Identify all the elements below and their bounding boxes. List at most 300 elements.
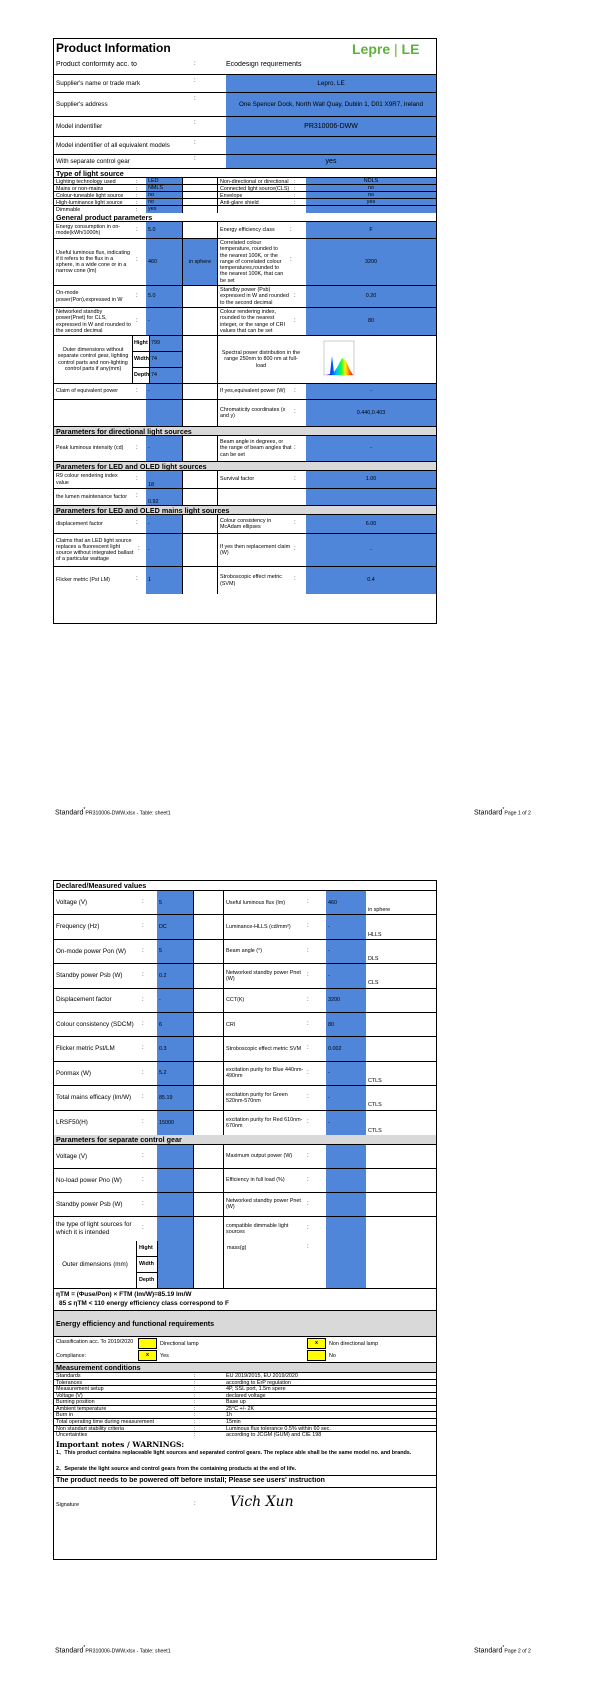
disp-label: displacement factor bbox=[56, 520, 103, 527]
claims-label: Claims that an LED light source replaces a fluorescent light source without integrated ballast of a particular wattage bbox=[56, 537, 134, 563]
ls-spacer bbox=[182, 206, 218, 213]
declared-value: 0.3 bbox=[157, 1037, 193, 1060]
declared-label: On-mode power Pon (W) bbox=[56, 947, 126, 955]
peak-label: Peak luminous intensity (cd) bbox=[56, 445, 124, 452]
ls-left-label: Lighting technology used bbox=[56, 178, 116, 184]
cg-colon: : bbox=[307, 1152, 309, 1159]
ls-spacer bbox=[182, 192, 218, 198]
cg-depth-label: Depth bbox=[139, 1276, 155, 1283]
declared-row bbox=[54, 1037, 436, 1061]
declared-right-value: - bbox=[326, 940, 366, 963]
cg-colon: : bbox=[307, 1224, 309, 1231]
lumen-row: the lumen maintenance factor : 0.92 bbox=[54, 489, 436, 506]
cg-colon: : bbox=[307, 1200, 309, 1207]
declared-label: Ponmax (W) bbox=[56, 1069, 91, 1077]
meas-colon: : bbox=[194, 1379, 196, 1386]
cg-colon: : bbox=[307, 1176, 309, 1183]
cri-label: Colour rendering index, rounded to the nearest integer, or the range of CRI values that can be set bbox=[220, 309, 286, 334]
meas-colon: : bbox=[194, 1412, 196, 1419]
declared-colon: : bbox=[307, 996, 309, 1003]
meas-colon: : bbox=[194, 1432, 196, 1439]
flicker-label: Flicker metric (Pst LM) bbox=[56, 577, 110, 584]
declared-colon: : bbox=[142, 923, 144, 930]
ls-right-label: Connected light source(CLS) bbox=[220, 185, 290, 191]
classification-row bbox=[54, 1337, 436, 1363]
networked-row: Networked standby power(Pnet) for CLS, expressed in W and rounded to the second decimal : - Colour rendering index, rounded to the nearest integer, or the range of CRI values that can be set : 80 bbox=[54, 308, 436, 336]
measurement-row bbox=[54, 1406, 436, 1413]
claim-row: Claim of equivalent power : - If yes,equivalent power (W) : - bbox=[54, 384, 436, 400]
declared-label: Standby power Psb (W) bbox=[56, 972, 123, 980]
declared-colon: : bbox=[307, 947, 309, 954]
ls-colon: : bbox=[294, 199, 296, 205]
cg-value bbox=[157, 1145, 193, 1168]
conformity-value: Ecodesign requirements bbox=[226, 61, 302, 68]
declared-right-label: Stroboscopic effect metric SVM bbox=[226, 1045, 302, 1052]
declared-value: 5 bbox=[157, 891, 193, 914]
measurement-row bbox=[54, 1393, 436, 1400]
declared-right-value: 80 bbox=[326, 1013, 366, 1036]
declared-spacer bbox=[193, 891, 224, 914]
declared-colon: : bbox=[142, 1020, 144, 1027]
declared-colon: : bbox=[307, 1094, 309, 1101]
declared-unit: CTLS bbox=[368, 1077, 382, 1084]
hight-label: Hight bbox=[134, 340, 148, 346]
cg-right-value bbox=[326, 1193, 366, 1216]
cct-value: 3200 bbox=[306, 239, 436, 285]
dims-label: Outer dimensions without separate control gear, lighting control parts and non-lighting control parts if any(mm) bbox=[57, 347, 129, 372]
net-value: - bbox=[146, 308, 182, 335]
ls-colon: : bbox=[294, 185, 296, 191]
cct-label: Correlated colour temperature, rounded to the nearest 100K, or the range of correlated colour temperatures,rounded to the nearest 100K, that can be set bbox=[220, 240, 284, 284]
ls-spacer bbox=[182, 199, 218, 205]
declared-spacer bbox=[193, 1013, 224, 1036]
claims-value: - bbox=[146, 534, 182, 566]
cg-label: No-load power Pno (W) bbox=[56, 1176, 122, 1184]
claims-row: Claims that an LED light source replaces a fluorescent light source without integrated ballast of a particular wattage : - If yes then replacement claim (W) : - bbox=[54, 534, 436, 567]
consistency-label: Colour consistency in McAdam ellipses bbox=[220, 517, 272, 530]
r9-label: R9 colour rendering index value bbox=[56, 473, 118, 486]
ls-left-value: no bbox=[146, 192, 182, 198]
consistency-value: 6.00 bbox=[306, 515, 436, 533]
cg-value bbox=[157, 1169, 193, 1192]
r9-value: 18 bbox=[146, 471, 182, 488]
meas-value: Base up bbox=[226, 1399, 246, 1405]
light-source-row bbox=[54, 178, 436, 185]
efreq-title: Energy efficiency and functional requirements bbox=[56, 1318, 215, 1328]
declared-label: LRSF50(H) bbox=[56, 1118, 88, 1126]
conformity-label: Product conformity acc. to bbox=[56, 61, 137, 68]
claim-label: Claim of equivalent power bbox=[56, 388, 119, 395]
depth-label: Depth bbox=[134, 372, 150, 378]
signature-label: Signature bbox=[56, 1501, 80, 1508]
general-title: General product parameters bbox=[56, 212, 153, 222]
ls-left-label: High-luminance light source bbox=[56, 199, 123, 205]
ls-left-label: Mains or non-mains bbox=[56, 185, 104, 191]
meas-value: according to JCGM (GUM) and CIE 198 bbox=[226, 1432, 322, 1439]
title-row: Product Information Product conformity acc. to : Ecodesign requirements Lepre | LE bbox=[54, 39, 436, 75]
measurement-row bbox=[54, 1399, 436, 1406]
page-2 bbox=[0, 840, 595, 1682]
beam-value: - bbox=[306, 436, 436, 461]
declared-colon: : bbox=[307, 1069, 309, 1076]
ls-colon: : bbox=[294, 192, 296, 198]
measurement-row bbox=[54, 1373, 436, 1380]
survival-label: Survival factor bbox=[220, 476, 255, 483]
cg-right-value bbox=[326, 1217, 366, 1241]
declared-spacer bbox=[193, 915, 224, 938]
meas-label: Ambient temperature bbox=[56, 1405, 107, 1412]
measurement-row bbox=[54, 1426, 436, 1433]
survival-value: 1.00 bbox=[306, 471, 436, 488]
declared-row bbox=[54, 1086, 436, 1110]
measurement-title: Measurement conditions bbox=[56, 1362, 141, 1372]
flux-unit: in sphere bbox=[182, 239, 218, 285]
standby-value: 0.20 bbox=[306, 286, 436, 307]
measurement-row bbox=[54, 1380, 436, 1387]
cg-spacer bbox=[193, 1145, 224, 1168]
ls-left-label: Colour-tuneable light source bbox=[56, 192, 124, 198]
declared-row bbox=[54, 1013, 436, 1037]
meas-value: according to ErP regulation bbox=[226, 1379, 291, 1386]
declared-right-label: excitation purity for Green 520nm-570nm bbox=[226, 1091, 288, 1104]
no-checkbox[interactable] bbox=[307, 1350, 326, 1361]
replace-label: If yes then replacement claim (W) bbox=[220, 543, 291, 556]
ls-colon: : bbox=[136, 199, 138, 205]
ls-right-value bbox=[306, 206, 436, 213]
declared-right-value: 460 bbox=[326, 891, 366, 914]
flicker-row: Flicker metric (Pst LM) : 1 Stroboscopic effect metric (SVM) : 0.4 bbox=[54, 567, 436, 594]
ls-right-label: Anti-glare shield bbox=[220, 199, 259, 205]
declared-colon: : bbox=[142, 1094, 144, 1101]
meas-value: 4P, SSL port, 1.5m spere bbox=[226, 1386, 286, 1392]
ls-spacer bbox=[182, 178, 218, 184]
control-gear-row bbox=[54, 1169, 436, 1193]
class-value: F bbox=[306, 222, 436, 238]
cg-width-label: Width bbox=[137, 1257, 186, 1273]
dims-row bbox=[54, 336, 436, 384]
note-2: 2、Seperate the light source and control gears from the containing products at the end of life. bbox=[56, 1465, 297, 1472]
supplier-value: Lepro, LE bbox=[226, 75, 436, 92]
cg-colon: : bbox=[142, 1152, 144, 1159]
ls-left-value: no bbox=[146, 199, 182, 205]
hight-value: 799 bbox=[149, 336, 182, 351]
ls-right-value: NDLS bbox=[306, 178, 436, 184]
spd-chart bbox=[306, 336, 436, 383]
classification-label: Classification acc. To 2019/2020 bbox=[56, 1338, 134, 1345]
light-source-row bbox=[54, 199, 436, 206]
notes-title: Important notes / WARNINGS: bbox=[56, 1439, 185, 1449]
declared-row bbox=[54, 940, 436, 964]
declared-row bbox=[54, 1062, 436, 1086]
model-row: Model indentifier : PR310006-DWW bbox=[54, 117, 436, 137]
claim-value: - bbox=[146, 384, 182, 399]
declared-value: 5.2 bbox=[157, 1062, 193, 1085]
ls-right-value: no bbox=[306, 185, 436, 191]
energy-label: Energy consumption in on-mode(kWh/1000h) bbox=[56, 223, 121, 236]
meas-value: declared voltage bbox=[226, 1392, 266, 1399]
declared-colon: : bbox=[142, 947, 144, 954]
no-label: No bbox=[329, 1352, 336, 1359]
onmode-label: On-mode power(Pon),expressed in W bbox=[56, 290, 123, 303]
width-label: Width bbox=[134, 356, 149, 362]
standby-label: Standby power (Psb) expressed in W and rounded to the second decimal bbox=[220, 287, 289, 306]
declared-colon: : bbox=[142, 1118, 144, 1125]
declared-colon: : bbox=[142, 899, 144, 905]
declared-label: Frequency (Hz) bbox=[56, 923, 100, 931]
directional-title: Parameters for directional light sources bbox=[56, 426, 192, 436]
cg-spacer bbox=[193, 1193, 224, 1216]
cg-value bbox=[157, 1217, 193, 1241]
meas-colon: : bbox=[194, 1425, 196, 1432]
declared-unit: CTLS bbox=[368, 1102, 382, 1109]
footer-left-2: Standard*PR310006-DWW.xlsx - Table: sheet1 bbox=[55, 1645, 171, 1655]
meas-value: EU 2019/2015, EU 2019/2020 bbox=[226, 1372, 298, 1379]
meas-colon: : bbox=[194, 1405, 196, 1412]
declared-value: 5 bbox=[157, 940, 193, 963]
model-label: Model indentifier bbox=[56, 122, 103, 130]
declared-row bbox=[54, 1111, 436, 1135]
yes-checkbox[interactable]: x bbox=[138, 1350, 157, 1361]
declared-title: Declared/Measured values bbox=[56, 881, 147, 890]
cg-colon: : bbox=[142, 1176, 144, 1183]
declared-right-value: - bbox=[326, 1086, 366, 1109]
supplier-row: Supplier's name or trade mark : Lepro, LE bbox=[54, 75, 436, 93]
cg-right-label: Networked standby power Pnet (W) bbox=[226, 1198, 301, 1211]
ls-colon: : bbox=[136, 178, 138, 184]
nondirectional-checkbox[interactable]: x bbox=[307, 1338, 326, 1349]
declared-right-value: - bbox=[326, 915, 366, 938]
ls-colon: : bbox=[136, 206, 138, 213]
signature-row: Signature : Vich Xun bbox=[54, 1488, 436, 1521]
cg-right-label: compatible dimmable light sources bbox=[226, 1222, 289, 1235]
declared-right-label: Luminance-HLLS (cd/mm²) bbox=[226, 923, 291, 930]
equivpower-label: If yes,equivalent power (W) bbox=[220, 388, 286, 395]
cg-value bbox=[157, 1193, 193, 1216]
model-value: PR310006-DWW bbox=[226, 117, 436, 136]
formula-line1: ηTM = (Φuse/Pon) × FTM (lm/W)=85.19 lm/W bbox=[56, 1290, 192, 1298]
cg-spacer bbox=[193, 1169, 224, 1192]
cg-colon: : bbox=[142, 1224, 144, 1231]
measurement-row bbox=[54, 1386, 436, 1393]
declared-colon: : bbox=[142, 1045, 144, 1052]
r9-row: R9 colour rendering index value : 18 Survival factor : 1.00 bbox=[54, 471, 436, 489]
gear-label: With separate control gear bbox=[56, 157, 130, 165]
equivalent-value bbox=[226, 137, 436, 154]
declared-unit: CTLS bbox=[368, 1127, 382, 1134]
declared-colon: : bbox=[307, 1118, 309, 1125]
lumen-value: 0.92 bbox=[146, 489, 182, 505]
light-source-title: Type of light source bbox=[56, 168, 124, 178]
address-label: Supplier's address bbox=[56, 100, 108, 108]
meas-value: 25°C +/- 2K bbox=[226, 1405, 255, 1412]
light-source-row bbox=[54, 192, 436, 199]
declared-unit: CLS bbox=[368, 980, 379, 987]
control-gear-row bbox=[54, 1217, 436, 1241]
control-gear-row bbox=[54, 1193, 436, 1217]
footer-left-1: Standard*PR310006-DWW.xlsx - Table: sheet1 bbox=[55, 807, 171, 817]
meas-value: 1h bbox=[226, 1412, 232, 1419]
cg-label: Voltage (V) bbox=[56, 1152, 88, 1160]
declared-colon: : bbox=[142, 996, 144, 1003]
declared-spacer bbox=[193, 1062, 224, 1085]
flux-label: Useful luminous flux, indicating if it refers to the flux in a sphere, in a wide cone or in a narrow cone (lm) bbox=[56, 249, 131, 275]
meas-label: Burning position bbox=[56, 1399, 95, 1405]
energy-value: 5.0 bbox=[146, 222, 182, 238]
cg-right-label: Maximum output power (W) bbox=[226, 1153, 293, 1160]
spectrum-image bbox=[306, 336, 436, 382]
displacement-row: displacement factor : - Colour consistency in McAdam ellipses : 6.00 bbox=[54, 515, 436, 534]
disp-value: - bbox=[146, 515, 182, 533]
ls-spacer bbox=[182, 185, 218, 191]
cg-label: Standby power Psb (W) bbox=[56, 1200, 123, 1208]
declared-row bbox=[54, 891, 436, 915]
cg-mass-label: mass(g) bbox=[227, 1244, 247, 1251]
declared-spacer bbox=[193, 1037, 224, 1060]
declared-right-value: - bbox=[326, 1062, 366, 1085]
declared-row bbox=[54, 989, 436, 1013]
declared-right-label: excitation purity for Red 610nm-670nm bbox=[226, 1116, 303, 1129]
address-row: Supplier's address : One Spencer Dock, North Wall Quay, Dublin 1, D01 X9R7, Ireland bbox=[54, 93, 436, 117]
cg-dims-row: Outer dimensions (mm) Hight Width Depth mass(g) : bbox=[54, 1241, 436, 1289]
declared-spacer bbox=[193, 1111, 224, 1135]
notes-block bbox=[54, 1439, 436, 1476]
formula-row bbox=[54, 1289, 436, 1311]
note-3: The product needs to be powered off before install; Please see users' instruction bbox=[56, 1476, 325, 1484]
declared-spacer bbox=[193, 940, 224, 963]
light-source-row bbox=[54, 185, 436, 192]
declared-label: Total mains efficacy (lm/W) bbox=[56, 1094, 132, 1102]
gear-row: With separate control gear : yes bbox=[54, 155, 436, 169]
width-value: 74 bbox=[149, 352, 182, 367]
brand-logo: Lepre | LE bbox=[352, 41, 420, 57]
nondirectional-label: Non directional lamp bbox=[329, 1340, 379, 1347]
control-gear-title: Parameters for separate control gear bbox=[56, 1134, 182, 1144]
meas-label: Total operating time during measurement bbox=[56, 1419, 154, 1425]
equivalent-label: Model indentifier of all equivalent models bbox=[56, 141, 170, 149]
declared-colon: : bbox=[307, 1045, 309, 1052]
declared-label: Displacement factor bbox=[56, 996, 112, 1004]
meas-colon: : bbox=[194, 1399, 196, 1405]
strobo-label: Stroboscopic effect metric (SVM) bbox=[220, 574, 282, 587]
declared-unit: DLS bbox=[368, 955, 379, 962]
declared-value: 15000 bbox=[157, 1111, 193, 1135]
meas-label: Measurement setup bbox=[56, 1386, 104, 1392]
ls-right-value: yes bbox=[306, 199, 436, 205]
meas-colon: : bbox=[194, 1386, 196, 1392]
yes-label: Yes bbox=[160, 1352, 169, 1359]
declared-value: 85.19 bbox=[157, 1086, 193, 1109]
meas-value: 15min bbox=[226, 1419, 241, 1425]
ls-right-label: Envelope bbox=[220, 192, 243, 198]
meas-label: Voltage (V) bbox=[56, 1392, 83, 1399]
ls-left-label: Dimmable bbox=[56, 206, 81, 213]
spd-label: Spectral power distribution in the range 250nm to 800 nm at full-load bbox=[221, 350, 301, 369]
cg-colon: : bbox=[142, 1200, 144, 1207]
declared-value: DC bbox=[157, 915, 193, 938]
flux-row: Useful luminous flux, indicating if it refers to the flux in a sphere, in a wide cone or in a narrow cone (lm) : 460 in sphere Correlated colour temperature, rounded to the nearest 100K, or the range of correlated colour temperatures,rounded to the nearest 100K, that can be set : 3200 bbox=[54, 239, 436, 286]
declared-right-value: 3200 bbox=[326, 989, 366, 1012]
declared-spacer bbox=[193, 964, 224, 987]
class-label: Energy efficiency class bbox=[220, 226, 275, 233]
cg-label: the type of light sources for which it is intended bbox=[56, 1221, 132, 1236]
ls-right-label: Non-directional or directional bbox=[220, 178, 289, 184]
page-1 bbox=[0, 0, 595, 840]
meas-colon: : bbox=[194, 1392, 196, 1399]
declared-spacer bbox=[193, 989, 224, 1012]
declared-colon: : bbox=[307, 1020, 309, 1027]
ls-colon: : bbox=[136, 185, 138, 191]
declared-unit: in sphere bbox=[368, 907, 391, 914]
declared-label: Flicker metric Pst/LM bbox=[56, 1045, 115, 1053]
directional-label: Directional lamp bbox=[160, 1340, 199, 1347]
lumen-label: the lumen maintenance factor bbox=[56, 493, 128, 500]
declared-value: 6 bbox=[157, 1013, 193, 1036]
meas-label: Burn in bbox=[56, 1412, 74, 1419]
declared-spacer bbox=[193, 1086, 224, 1109]
meas-label: Non standart stability criteria bbox=[56, 1425, 125, 1432]
declared-colon: : bbox=[142, 1069, 144, 1076]
declared-colon: : bbox=[307, 972, 309, 979]
supplier-label: Supplier's name or trade mark bbox=[56, 79, 141, 87]
declared-values-table bbox=[53, 880, 437, 1560]
declared-label: Colour consistency (SDCM) bbox=[56, 1020, 134, 1028]
declared-value: - bbox=[157, 989, 193, 1012]
peak-value: - bbox=[146, 436, 182, 461]
declared-value: 0.2 bbox=[157, 964, 193, 987]
replace-value: - bbox=[306, 534, 436, 566]
cg-right-label: Efficiency in full load (%) bbox=[226, 1177, 285, 1184]
equivpower-value: - bbox=[306, 384, 436, 399]
net-label: Networked standby power(Pnet) for CLS, expressed in W and rounded to the second decimal bbox=[56, 309, 131, 334]
flux-value: 460 bbox=[146, 239, 182, 285]
measurement-row bbox=[54, 1412, 436, 1419]
meas-label: Uncertainties bbox=[56, 1432, 88, 1439]
meas-value: Luminous flux tolerance 0.5% within 60 sec. bbox=[226, 1425, 331, 1432]
footer-right-2: Standard*Page 2 of 2 bbox=[474, 1645, 531, 1655]
note-1: 1、This product contains replaceable light sources and separated control gears. The replace able shall be the same model no. and brands. bbox=[56, 1449, 412, 1456]
cg-right-value bbox=[326, 1145, 366, 1168]
chroma-row: Chromaticity coordinates (x and y) : 0.440,0.403 bbox=[54, 400, 436, 427]
ls-left-value: yes bbox=[146, 206, 182, 213]
chroma-value: 0.440,0.403 bbox=[306, 400, 436, 426]
depth-value: 74 bbox=[149, 368, 182, 383]
measurement-row bbox=[54, 1432, 436, 1439]
cri-value: 80 bbox=[306, 308, 436, 335]
declared-colon: : bbox=[142, 972, 144, 979]
ls-colon: : bbox=[294, 178, 296, 184]
ls-left-value: NMLS bbox=[146, 185, 182, 191]
flicker-value: 1 bbox=[146, 567, 182, 594]
declared-colon: : bbox=[307, 923, 309, 930]
ls-right-value: no bbox=[306, 192, 436, 198]
declared-right-label: CRI bbox=[226, 1021, 236, 1028]
declared-right-label: Beam angle (°) bbox=[226, 948, 263, 955]
declared-right-label: Useful luminous flux (lm) bbox=[226, 899, 286, 906]
directional-checkbox[interactable] bbox=[138, 1338, 157, 1349]
product-information-table bbox=[53, 38, 437, 624]
page-title: Product Information bbox=[56, 41, 171, 55]
cg-right-value bbox=[326, 1169, 366, 1192]
declared-row bbox=[54, 964, 436, 988]
ls-left-value: LED bbox=[146, 178, 182, 184]
led-title: Parameters for LED and OLED light sources bbox=[56, 461, 207, 471]
measurement-row bbox=[54, 1419, 436, 1426]
compliance-label: Compliance: bbox=[56, 1352, 86, 1359]
signature-image: Vich Xun bbox=[230, 1493, 294, 1510]
beam-label: Beam angle in degrees, or the range of beam angles that can be set bbox=[220, 439, 292, 458]
declared-row bbox=[54, 915, 436, 939]
declared-right-value: 0.002 bbox=[326, 1037, 366, 1060]
